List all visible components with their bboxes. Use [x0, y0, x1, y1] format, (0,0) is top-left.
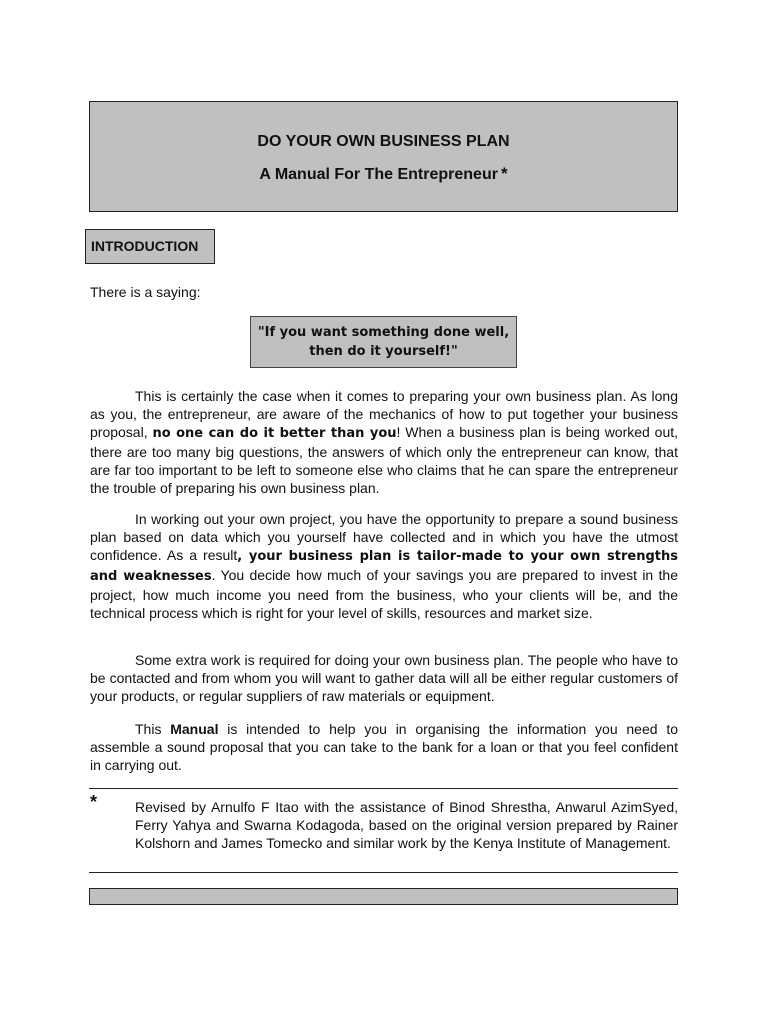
- title-box: [89, 101, 678, 212]
- footnote-marker: *: [90, 792, 98, 812]
- subtitle-text: A Manual For The Entrepreneur: [259, 166, 498, 183]
- document-subtitle: [90, 166, 677, 186]
- paragraph-2: [90, 510, 678, 622]
- p4-bold: Manual: [170, 721, 219, 737]
- paragraph-4: [90, 720, 678, 774]
- paragraph-3: [90, 651, 678, 705]
- quote-line-1: "If you want something done well,: [257, 325, 510, 340]
- p2-bold: , your business plan is tailor-made to your own strengths and weaknesses: [90, 549, 678, 584]
- bottom-bar: [89, 888, 678, 905]
- p1-text-a: This is certainly the case when it comes to preparing your own business plan. As long as you, the entrepreneur, are aware of the mechanics of how to put together your business proposal,: [90, 388, 678, 440]
- p2-text-a: In working out your own project, you have the opportunity to prepare a sound business plan based on data which you yourself have collected and in which you have the utmost confidence. As a result: [90, 511, 678, 563]
- p4-text-b: is intended to help you in organising the information you need to assemble a sound proposal that you can take to the bank for a loan or that you feel confident in carrying out.: [90, 721, 678, 773]
- p4-text-a: This: [135, 721, 171, 737]
- p1-bold: no one can do it better than you: [152, 426, 397, 441]
- quote-box: [250, 316, 517, 368]
- footnote-bottom-rule: [89, 872, 678, 873]
- footnote-top-rule: [89, 788, 678, 789]
- document-title: DO YOUR OWN BUSINESS PLAN: [257, 133, 510, 150]
- paragraph-1: [90, 387, 678, 497]
- intro-line: There is a saying:: [90, 284, 201, 300]
- section-heading: INTRODUCTION: [85, 229, 215, 264]
- quote-line-2: then do it yourself!": [309, 344, 458, 359]
- subtitle-footnote-marker: *: [500, 164, 508, 183]
- p3-text: Some extra work is required for doing your own business plan. The people who have to be contacted and from whom you will want to gather data will all be either regular customers of your products, or regular suppliers of raw materials or equipment.: [90, 652, 678, 704]
- footnote-text: Revised by Arnulfo F Itao with the assistance of Binod Shrestha, Anwarul AzimSyed, Ferry Yahya and Swarna Kodagoda, based on the original version prepared by Rainer Kolshorn and James Tomecko and similar work by the Kenya Institute of Management.: [135, 799, 678, 851]
- p2-text-b: . You decide how much of your savings you are prepared to invest in the project, how much income you need from the business, who your clients will be, and the technical process which is right for your level of skills, resources and market size.: [90, 567, 678, 621]
- p1-text-b: ! When a business plan is being worked out, there are too many big questions, the answers of which only the entrepreneur can know, that are far too important to be left to someone else who claims that he can spare the entrepreneur the trouble of preparing his own business plan.: [90, 424, 679, 496]
